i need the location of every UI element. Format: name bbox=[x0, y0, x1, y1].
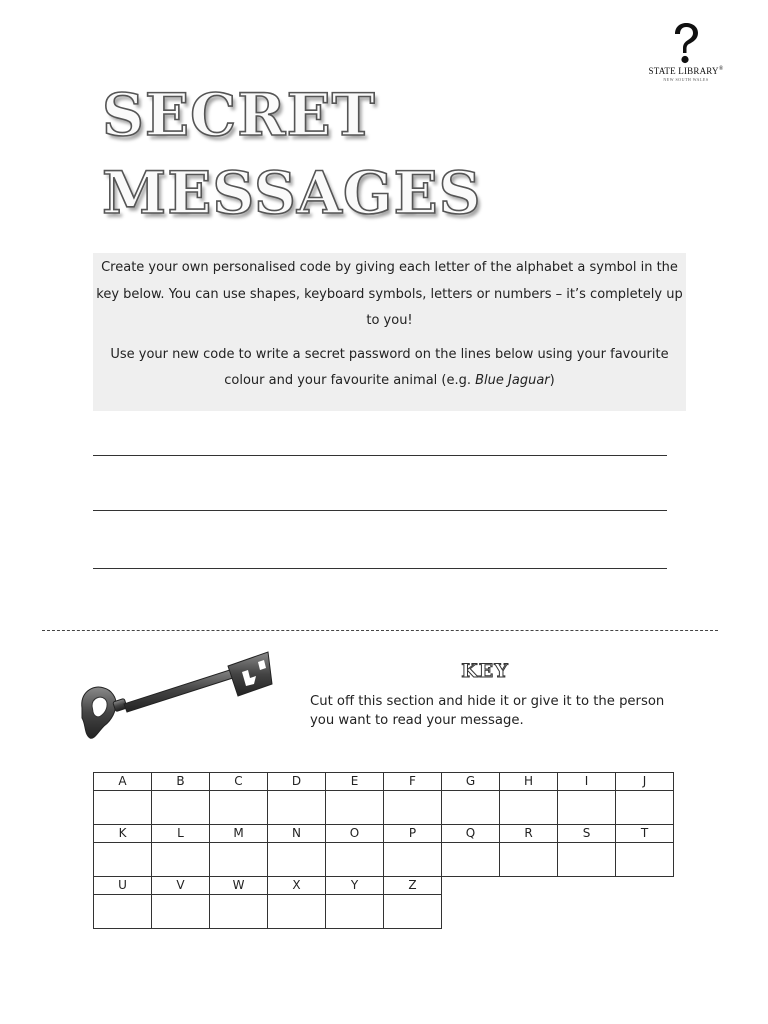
title-line-1: SECRET bbox=[102, 81, 376, 149]
key-illustration bbox=[76, 648, 276, 748]
letter-label: F bbox=[384, 773, 442, 791]
symbol-cell[interactable] bbox=[442, 843, 500, 877]
letter-label: D bbox=[268, 773, 326, 791]
symbol-cell[interactable] bbox=[500, 791, 558, 825]
symbol-cell[interactable] bbox=[558, 791, 616, 825]
letter-label: Q bbox=[442, 825, 500, 843]
example-password: Blue Jaguar bbox=[475, 373, 550, 388]
symbol-cell[interactable] bbox=[616, 791, 674, 825]
letter-label: J bbox=[616, 773, 674, 791]
letter-label: M bbox=[210, 825, 268, 843]
state-library-logo bbox=[640, 22, 732, 92]
symbol-cell[interactable] bbox=[210, 895, 268, 929]
empty-cell bbox=[616, 895, 674, 929]
symbol-cell[interactable] bbox=[210, 791, 268, 825]
symbol-cell[interactable] bbox=[268, 895, 326, 929]
symbol-cell[interactable] bbox=[558, 843, 616, 877]
letter-label: E bbox=[326, 773, 384, 791]
letter-label: V bbox=[152, 877, 210, 895]
key-heading: KEY bbox=[461, 660, 509, 682]
instruction-box bbox=[93, 253, 686, 411]
symbol-cell[interactable] bbox=[268, 791, 326, 825]
letter-label: O bbox=[326, 825, 384, 843]
letter-label: W bbox=[210, 877, 268, 895]
empty-cell bbox=[500, 877, 558, 895]
letter-label: Z bbox=[384, 877, 442, 895]
symbol-cell[interactable] bbox=[94, 843, 152, 877]
letter-label: G bbox=[442, 773, 500, 791]
answer-line[interactable] bbox=[93, 568, 667, 569]
instruction-paragraph-1: Create your own personalised code by giving each letter of the alphabet a symbol in the key below. You can use shapes, keyboard symbols, letters or numbers – it’s completely up to you! bbox=[96, 260, 683, 328]
letter-row bbox=[94, 825, 674, 843]
empty-cell bbox=[558, 895, 616, 929]
title-line-2: MESSAGES bbox=[102, 159, 482, 227]
skeleton-key-icon bbox=[76, 648, 276, 748]
letter-label: H bbox=[500, 773, 558, 791]
letter-label: N bbox=[268, 825, 326, 843]
letter-row bbox=[94, 773, 674, 791]
symbol-row bbox=[94, 791, 674, 825]
cipher-key-table bbox=[93, 772, 674, 929]
symbol-row bbox=[94, 895, 674, 929]
letter-label: X bbox=[268, 877, 326, 895]
letter-label: B bbox=[152, 773, 210, 791]
answer-line[interactable] bbox=[93, 455, 667, 456]
letter-label: I bbox=[558, 773, 616, 791]
letter-label: C bbox=[210, 773, 268, 791]
key-instructions: Cut off this section and hide it or give it to the person you want to read your message. bbox=[310, 694, 665, 728]
letter-label: R bbox=[500, 825, 558, 843]
empty-cell bbox=[558, 877, 616, 895]
instruction-paragraph-2: Use your new code to write a secret password on the lines below using your favourite colour and your favourite animal (e.g. Blue Jaguar) bbox=[110, 346, 669, 388]
letter-label: L bbox=[152, 825, 210, 843]
symbol-cell[interactable] bbox=[500, 843, 558, 877]
empty-cell bbox=[500, 895, 558, 929]
letter-label: A bbox=[94, 773, 152, 791]
letter-label: S bbox=[558, 825, 616, 843]
empty-cell bbox=[616, 877, 674, 895]
empty-cell bbox=[442, 895, 500, 929]
cut-line bbox=[42, 630, 718, 631]
letter-label: K bbox=[94, 825, 152, 843]
symbol-cell[interactable] bbox=[384, 791, 442, 825]
symbol-row bbox=[94, 843, 674, 877]
symbol-cell[interactable] bbox=[152, 843, 210, 877]
symbol-cell[interactable] bbox=[94, 895, 152, 929]
symbol-cell[interactable] bbox=[384, 895, 442, 929]
symbol-cell[interactable] bbox=[326, 843, 384, 877]
symbol-cell[interactable] bbox=[384, 843, 442, 877]
letter-label: P bbox=[384, 825, 442, 843]
letter-label: Y bbox=[326, 877, 384, 895]
letter-label: U bbox=[94, 877, 152, 895]
symbol-cell[interactable] bbox=[326, 791, 384, 825]
symbol-cell[interactable] bbox=[268, 843, 326, 877]
symbol-cell[interactable] bbox=[442, 791, 500, 825]
letter-label: T bbox=[616, 825, 674, 843]
symbol-cell[interactable] bbox=[152, 895, 210, 929]
logo-subtitle: NEW SOUTH WALES bbox=[663, 77, 709, 82]
empty-cell bbox=[442, 877, 500, 895]
symbol-cell[interactable] bbox=[94, 791, 152, 825]
answer-line[interactable] bbox=[93, 510, 667, 511]
question-mark-logo-icon bbox=[671, 22, 701, 64]
symbol-cell[interactable] bbox=[152, 791, 210, 825]
letter-row bbox=[94, 877, 674, 895]
symbol-cell[interactable] bbox=[616, 843, 674, 877]
symbol-cell[interactable] bbox=[326, 895, 384, 929]
logo-name: STATE LIBRARY® bbox=[648, 66, 724, 76]
symbol-cell[interactable] bbox=[210, 843, 268, 877]
